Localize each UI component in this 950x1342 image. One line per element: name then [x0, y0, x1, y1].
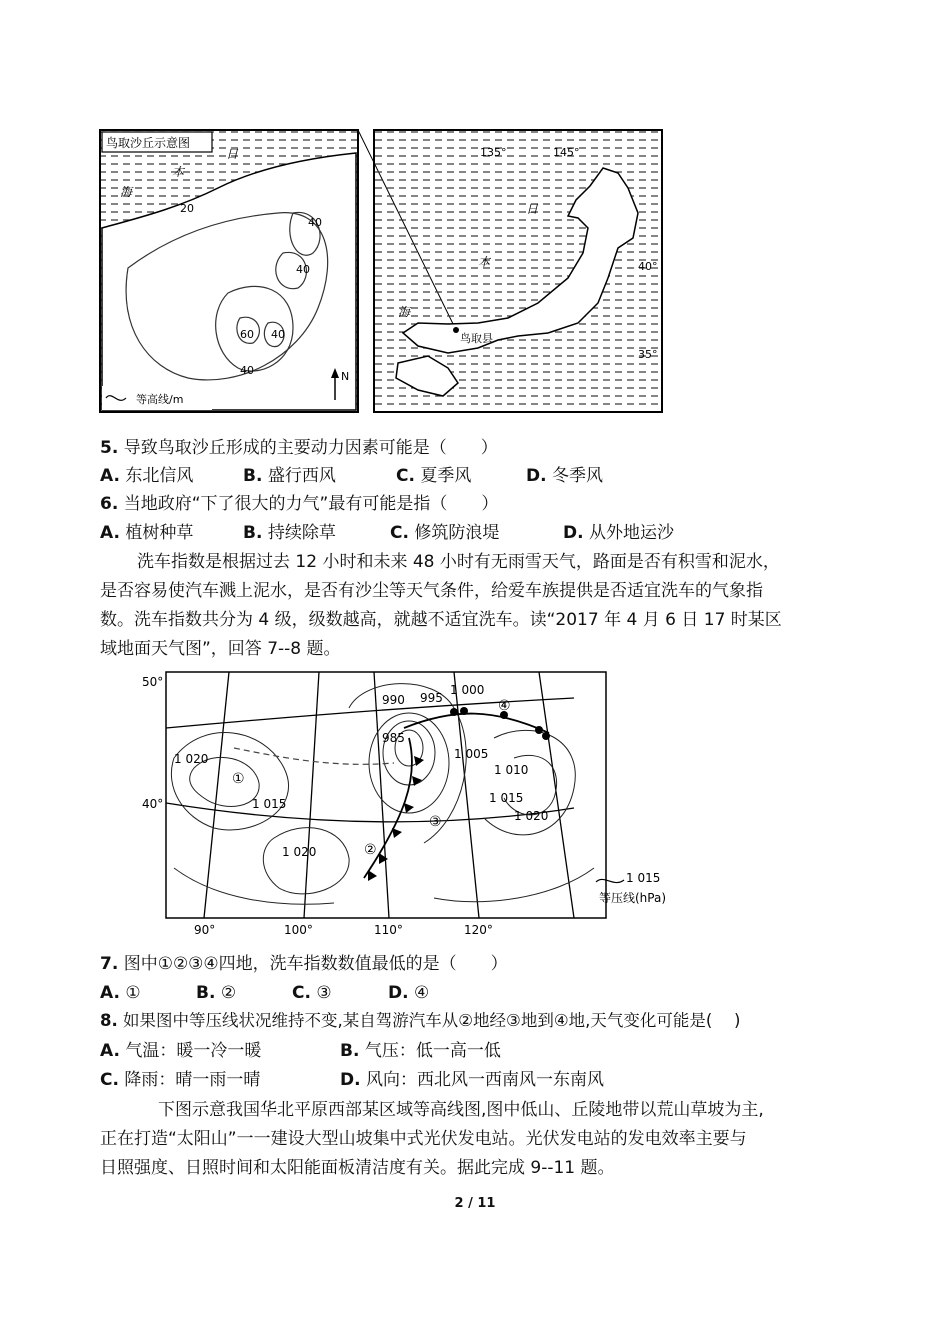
q7-option-d: D. ④: [388, 983, 430, 1003]
svg-text:1 015: 1 015: [489, 791, 524, 805]
svg-text:本: 本: [478, 255, 491, 269]
svg-text:40: 40: [271, 328, 285, 341]
svg-text:145°: 145°: [553, 146, 580, 159]
svg-text:35°: 35°: [638, 348, 658, 361]
q8-option-c: C. 降雨：晴一雨一晴: [100, 1070, 261, 1090]
q5-option-a: A. 东北信风: [100, 466, 194, 486]
svg-text:40: 40: [296, 263, 310, 276]
svg-text:40°: 40°: [638, 260, 658, 273]
svg-text:1 020: 1 020: [174, 752, 209, 766]
q6-option-c: C. 修筑防浪堤: [390, 523, 500, 543]
question-8: 8. 如果图中等压线状况维持不变,某自驾游汽车从②地经③地到④地,天气变化可能是( ): [100, 1011, 741, 1030]
q8-option-d: D. 风向：西北风一西南风一东南风: [340, 1070, 604, 1090]
svg-text:995: 995: [420, 691, 443, 705]
svg-text:1 020: 1 020: [282, 845, 317, 859]
question-7: 7. 图中①②③④四地，洗车指数数值最低的是（ ）: [100, 954, 508, 974]
svg-text:120°: 120°: [464, 923, 493, 937]
svg-text:40: 40: [240, 364, 254, 377]
svg-text:110°: 110°: [374, 923, 403, 937]
question-5: 5. 导致鸟取沙丘形成的主要动力因素可能是（ ）: [100, 438, 498, 458]
q8-option-b: B. 气压：低一高一低: [340, 1041, 501, 1061]
tottori-marker-icon: [453, 327, 459, 333]
q8-option-a: A. 气温：暖一冷一暖: [100, 1041, 262, 1061]
svg-text:1 000: 1 000: [450, 683, 485, 697]
point-3: ③: [429, 814, 442, 830]
figure-weather-map: [134, 668, 706, 940]
svg-text:990: 990: [382, 693, 405, 707]
tottori-label: 鸟取县: [460, 332, 493, 345]
svg-text:1 020: 1 020: [514, 809, 549, 823]
q6-option-a: A. 植树种草: [100, 523, 194, 543]
page-number: 2 / 11: [454, 1196, 496, 1211]
right-panel: [374, 130, 662, 412]
svg-text:1 010: 1 010: [494, 763, 529, 777]
q5-option-d: D. 冬季风: [526, 466, 603, 486]
svg-text:1 015: 1 015: [626, 871, 661, 885]
svg-text:海: 海: [398, 305, 411, 319]
q7-option-c: C. ③: [292, 983, 332, 1003]
svg-text:本: 本: [172, 165, 185, 179]
svg-text:100°: 100°: [284, 923, 313, 937]
point-2: ②: [364, 842, 377, 858]
svg-text:1 005: 1 005: [454, 747, 489, 761]
svg-text:40: 40: [308, 216, 322, 229]
svg-text:40°: 40°: [142, 797, 164, 811]
svg-text:日: 日: [226, 147, 239, 161]
q5-option-c: C. 夏季风: [396, 466, 472, 486]
svg-text:60: 60: [240, 328, 254, 341]
q6-option-d: D. 从外地运沙: [563, 523, 674, 543]
legend-label: 等高线/m: [136, 393, 184, 406]
svg-text:1 015: 1 015: [252, 797, 287, 811]
svg-text:20: 20: [180, 202, 194, 215]
svg-text:50°: 50°: [142, 675, 164, 689]
svg-text:海: 海: [120, 185, 133, 199]
left-map-title: 鸟取沙丘示意图: [106, 136, 191, 150]
question-6: 6. 当地政府“下了很大的力气”最有可能是指（ ）: [100, 494, 499, 514]
weather-legend-label: 等压线(hPa): [599, 891, 667, 905]
passage-solar: 下图示意我国华北平原西部某区域等高线图,图中低山、丘陵地带以荒山草坡为主, 正在打造“太阳山”一一建设大型山坡集中式光伏发电站。光伏发电站的发电效率主要与 日照强度、日照时间和太阳能面板清洁度有关。据此完成 9--11 题。: [100, 1100, 764, 1178]
svg-text:135°: 135°: [480, 146, 507, 159]
point-1: ①: [232, 771, 245, 787]
left-panel: [100, 130, 358, 412]
q7-option-b: B. ②: [196, 983, 237, 1003]
svg-text:90°: 90°: [194, 923, 216, 937]
figure-tottori-map: [98, 128, 664, 414]
svg-text:N: N: [341, 370, 350, 383]
q6-option-b: B. 持续除草: [243, 523, 336, 543]
q7-option-a: A. ①: [100, 983, 141, 1003]
svg-text:日: 日: [526, 202, 539, 216]
point-4: ④: [498, 698, 511, 714]
passage-car-wash: 洗车指数是根据过去 12 小时和未来 48 小时有无雨雪天气，路面是否有积雪和泥水， 是否容易使汽车溅上泥水，是否有沙尘等天气条件，给爱车族提供是否适宜洗车的气象指 数。洗车指数共分为 4 级，级数越高，就越不适宜洗车。读“2017 年 4 月 6 日 17 时某区 域地面天气图”，回答 7--8 题。: [100, 552, 782, 659]
svg-text:985: 985: [382, 731, 405, 745]
q5-option-b: B. 盛行西风: [243, 466, 336, 486]
